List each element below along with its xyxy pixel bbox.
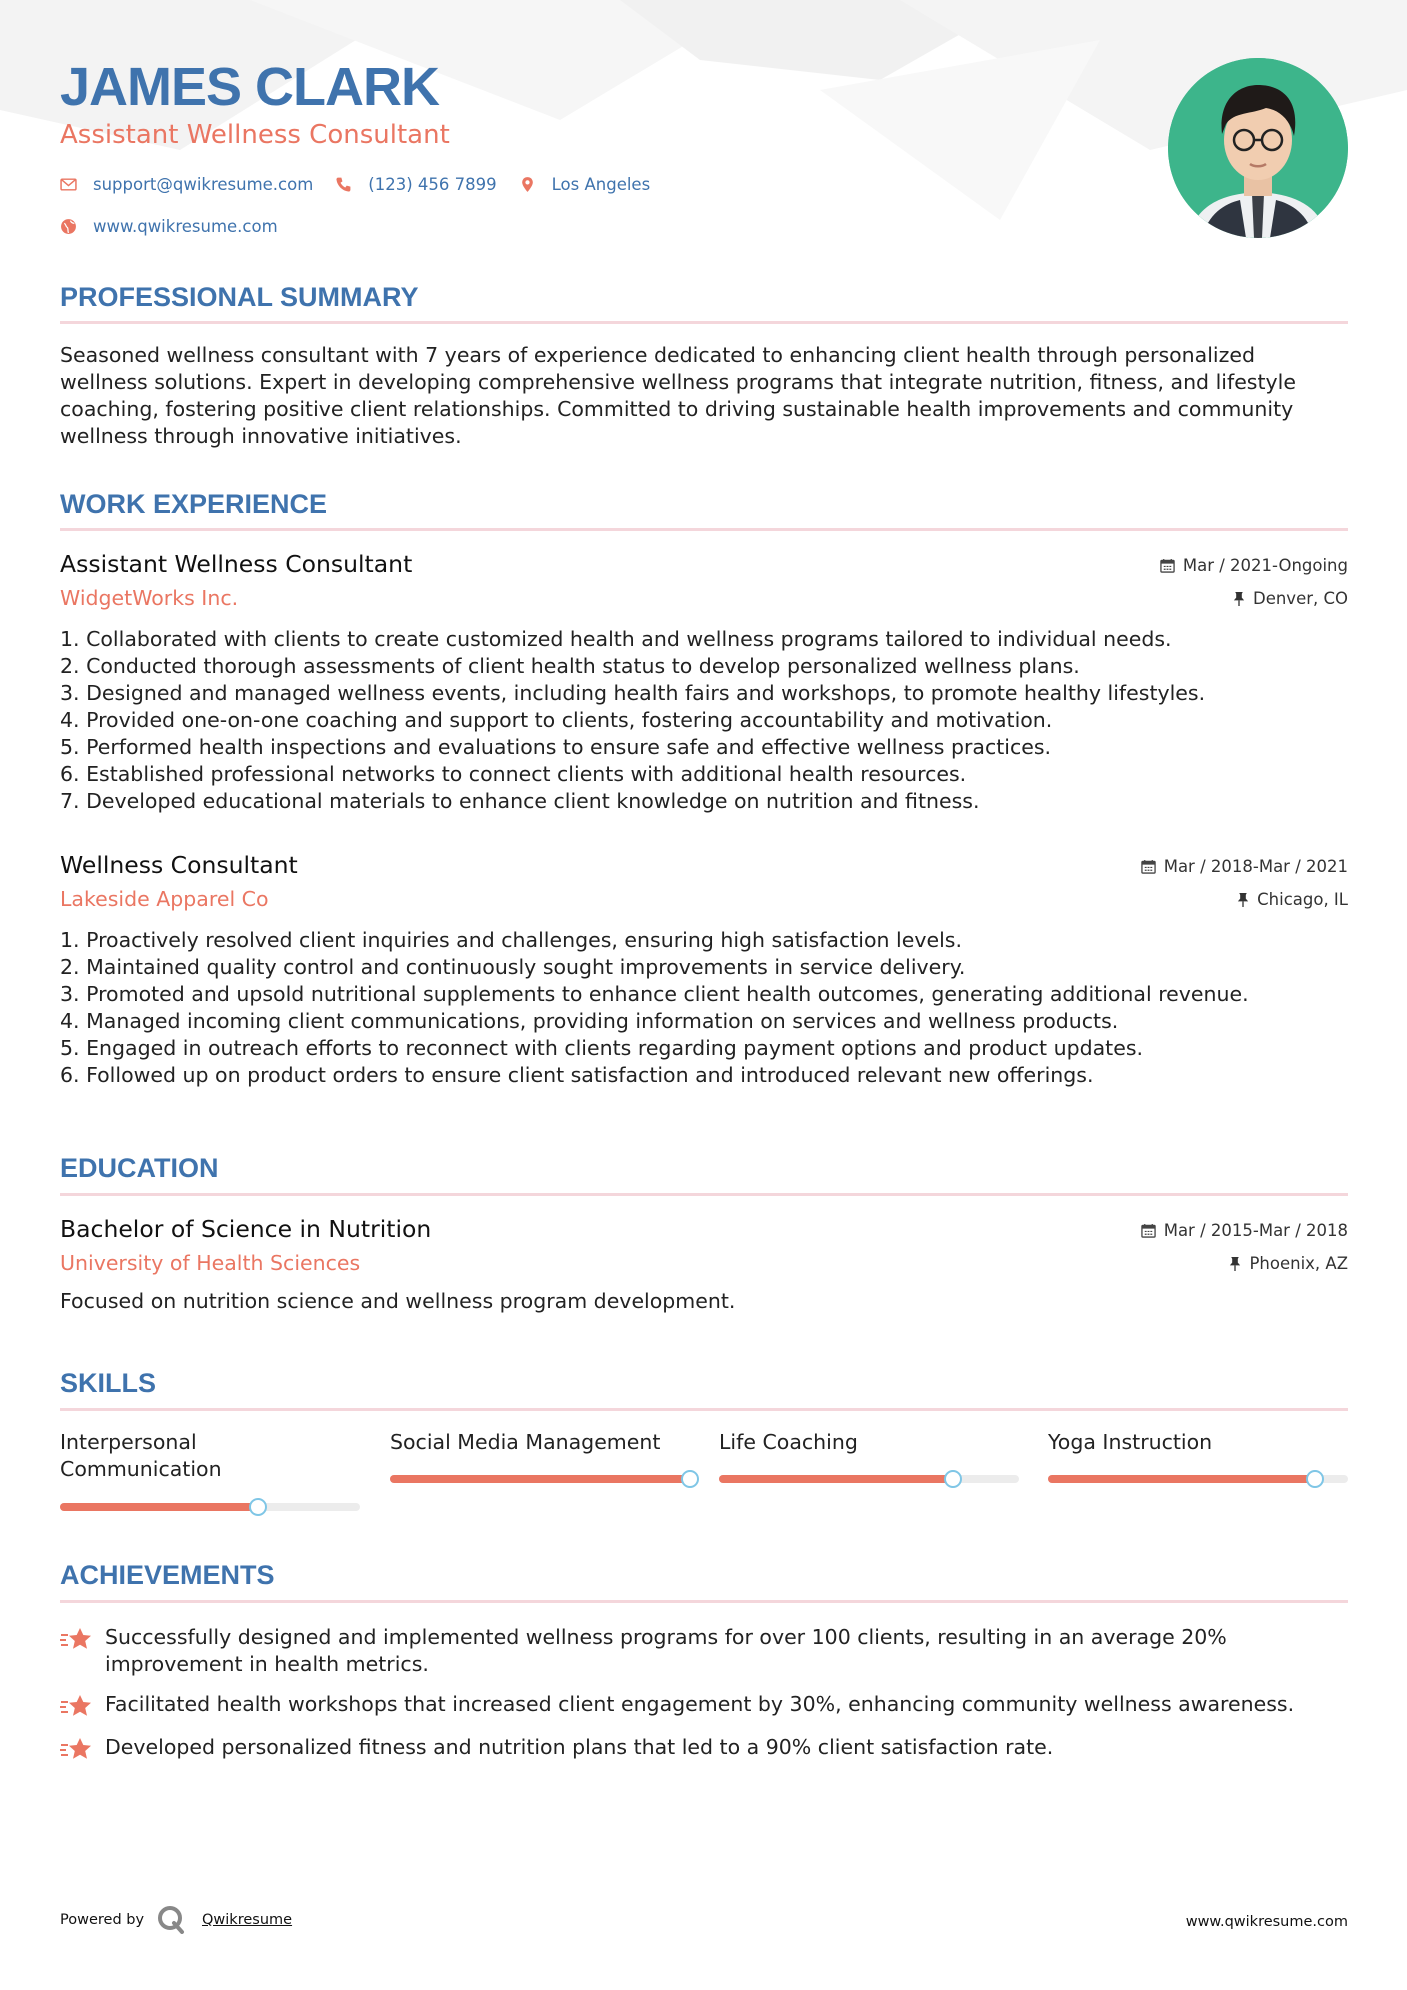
job-title: Assistant Wellness Consultant [60,550,413,578]
calendar-icon [1160,558,1175,573]
skill-level-handle [944,1470,962,1488]
skill-level-handle [681,1470,699,1488]
skill-level-fill [60,1503,258,1511]
profile-photo [1168,58,1348,238]
education-location [1229,1254,1348,1273]
section-divider [60,1408,1348,1411]
calendar-icon [1141,1223,1156,1238]
skill-level-bar [60,1503,360,1511]
education-location-text: Phoenix, AZ [1249,1254,1348,1273]
skill-item [719,1429,1019,1456]
qwikresume-link[interactable]: Qwikresume [202,1912,293,1928]
section-title-skills: SKILLS [60,1368,157,1398]
section-title-achievements: ACHIEVEMENTS [60,1560,275,1590]
job-responsibilities [60,927,1249,1089]
star-badge-icon [60,1736,92,1764]
pushpin-icon [1229,1256,1241,1271]
summary-text: Seasoned wellness consultant with 7 years of experience dedicated to enhancing client health through personalized wellness solutions. Expert in developing comprehensive wellness programs that integrate nutrition, fitness, and lifestyle coaching, fostering positive client relationships. Committed to driving sustainable health improvements and community wellness through innovative initiatives. [60,343,1296,448]
skill-level-handle [249,1498,267,1516]
achievement-item [60,1691,1348,1721]
degree-title: Bachelor of Science in Nutrition [60,1215,432,1243]
list-item: 7. Developed educational materials to enhance client knowledge on nutrition and fitness. [60,788,1205,815]
achievement-item [60,1624,1348,1678]
achievement-text: Developed personalized fitness and nutrition plans that led to a 90% client satisfaction rate. [105,1735,1054,1759]
candidate-role: Assistant Wellness Consultant [60,120,450,150]
job-title: Wellness Consultant [60,851,298,879]
job-dates [1160,556,1348,575]
education-description: Focused on nutrition science and wellness program development. [60,1289,736,1313]
skill-name: Yoga Instruction [1048,1430,1213,1454]
skill-name: Interpersonal Communication [60,1430,222,1481]
job-dates-text: Mar / 2021-Ongoing [1182,556,1348,575]
skill-item [390,1429,690,1456]
job-location [1233,589,1348,608]
contact-info [60,172,672,256]
job-location-text: Denver, CO [1252,589,1348,608]
powered-by-label: Powered by [60,1912,145,1928]
section-title-experience: WORK EXPERIENCE [60,489,328,519]
skill-level-handle [1306,1470,1324,1488]
star-badge-icon [60,1626,92,1654]
website-text: www.qwikresume.com [93,216,278,236]
skill-item [1048,1429,1348,1456]
phone-text: (123) 456 7899 [368,174,497,194]
job-company: WidgetWorks Inc. [60,586,239,610]
section-divider [60,321,1348,324]
list-item: 1. Collaborated with clients to create customized health and wellness programs tailored to individual needs. [60,626,1205,653]
list-item: 6. Established professional networks to connect clients with additional health resources. [60,761,1205,788]
section-divider [60,1600,1348,1603]
education-dates-text: Mar / 2015-Mar / 2018 [1163,1221,1348,1240]
section-title-summary: PROFESSIONAL SUMMARY [60,282,419,312]
location-text: Los Angeles [551,174,651,194]
job-location-text: Chicago, IL [1257,890,1348,909]
list-item: 3. Designed and managed wellness events, including health fairs and workshops, to promote healthy lifestyles. [60,680,1205,707]
skill-name: Social Media Management [390,1430,661,1454]
globe-icon [60,218,77,235]
achievement-item [60,1734,1348,1764]
envelope-icon [60,176,77,193]
skill-level-bar [1048,1475,1348,1483]
list-item: 5. Performed health inspections and evaluations to ensure safe and effective wellness practices. [60,734,1205,761]
skill-level-fill [390,1475,690,1483]
qwikresume-logo-icon [157,1904,185,1934]
contact-location [519,175,651,194]
list-item: 2. Conducted thorough assessments of client health status to develop personalized wellness plans. [60,653,1205,680]
list-item: 5. Engaged in outreach efforts to reconnect with clients regarding payment options and product updates. [60,1035,1249,1062]
job-responsibilities [60,626,1205,815]
map-pin-icon [519,176,536,193]
star-badge-icon [60,1693,92,1721]
skill-level-bar [719,1475,1019,1483]
pushpin-icon [1233,591,1245,606]
calendar-icon [1141,859,1156,874]
skill-item [60,1429,360,1483]
contact-website[interactable] [60,217,278,236]
skill-level-fill [1048,1475,1315,1483]
skill-level-bar [390,1475,690,1483]
phone-icon [335,176,352,193]
list-item: 6. Followed up on product orders to ensure client satisfaction and introduced relevant new offerings. [60,1062,1249,1089]
achievement-text: Facilitated health workshops that increased client engagement by 30%, enhancing community wellness awareness. [105,1692,1295,1716]
contact-email[interactable] [60,175,313,194]
email-text: support@qwikresume.com [93,174,314,194]
section-title-education: EDUCATION [60,1153,219,1183]
section-divider [60,528,1348,531]
education-dates [1141,1221,1348,1240]
school-name: University of Health Sciences [60,1251,361,1275]
list-item: 3. Promoted and upsold nutritional supplements to enhance client health outcomes, generating additional revenue. [60,981,1249,1008]
portrait-icon [1168,58,1348,238]
skill-level-fill [719,1475,953,1483]
skill-name: Life Coaching [719,1430,858,1454]
list-item: 4. Provided one-on-one coaching and support to clients, fostering accountability and motivation. [60,707,1205,734]
candidate-name: JAMES CLARK [60,57,440,117]
list-item: 2. Maintained quality control and continuously sought improvements in service delivery. [60,954,1249,981]
footer-website[interactable]: www.qwikresume.com [1185,1914,1348,1930]
job-company: Lakeside Apparel Co [60,887,269,911]
section-divider [60,1193,1348,1196]
achievement-text: Successfully designed and implemented wellness programs for over 100 clients, resulting in an average 20% improvement in health metrics. [105,1625,1227,1676]
pushpin-icon [1237,892,1249,907]
page-footer [60,1900,1348,1940]
contact-phone[interactable] [335,175,496,194]
list-item: 1. Proactively resolved client inquiries and challenges, ensuring high satisfaction levels. [60,927,1249,954]
job-dates [1141,857,1348,876]
list-item: 4. Managed incoming client communications, providing information on services and wellness products. [60,1008,1249,1035]
job-location [1237,890,1348,909]
job-dates-text: Mar / 2018-Mar / 2021 [1163,857,1348,876]
